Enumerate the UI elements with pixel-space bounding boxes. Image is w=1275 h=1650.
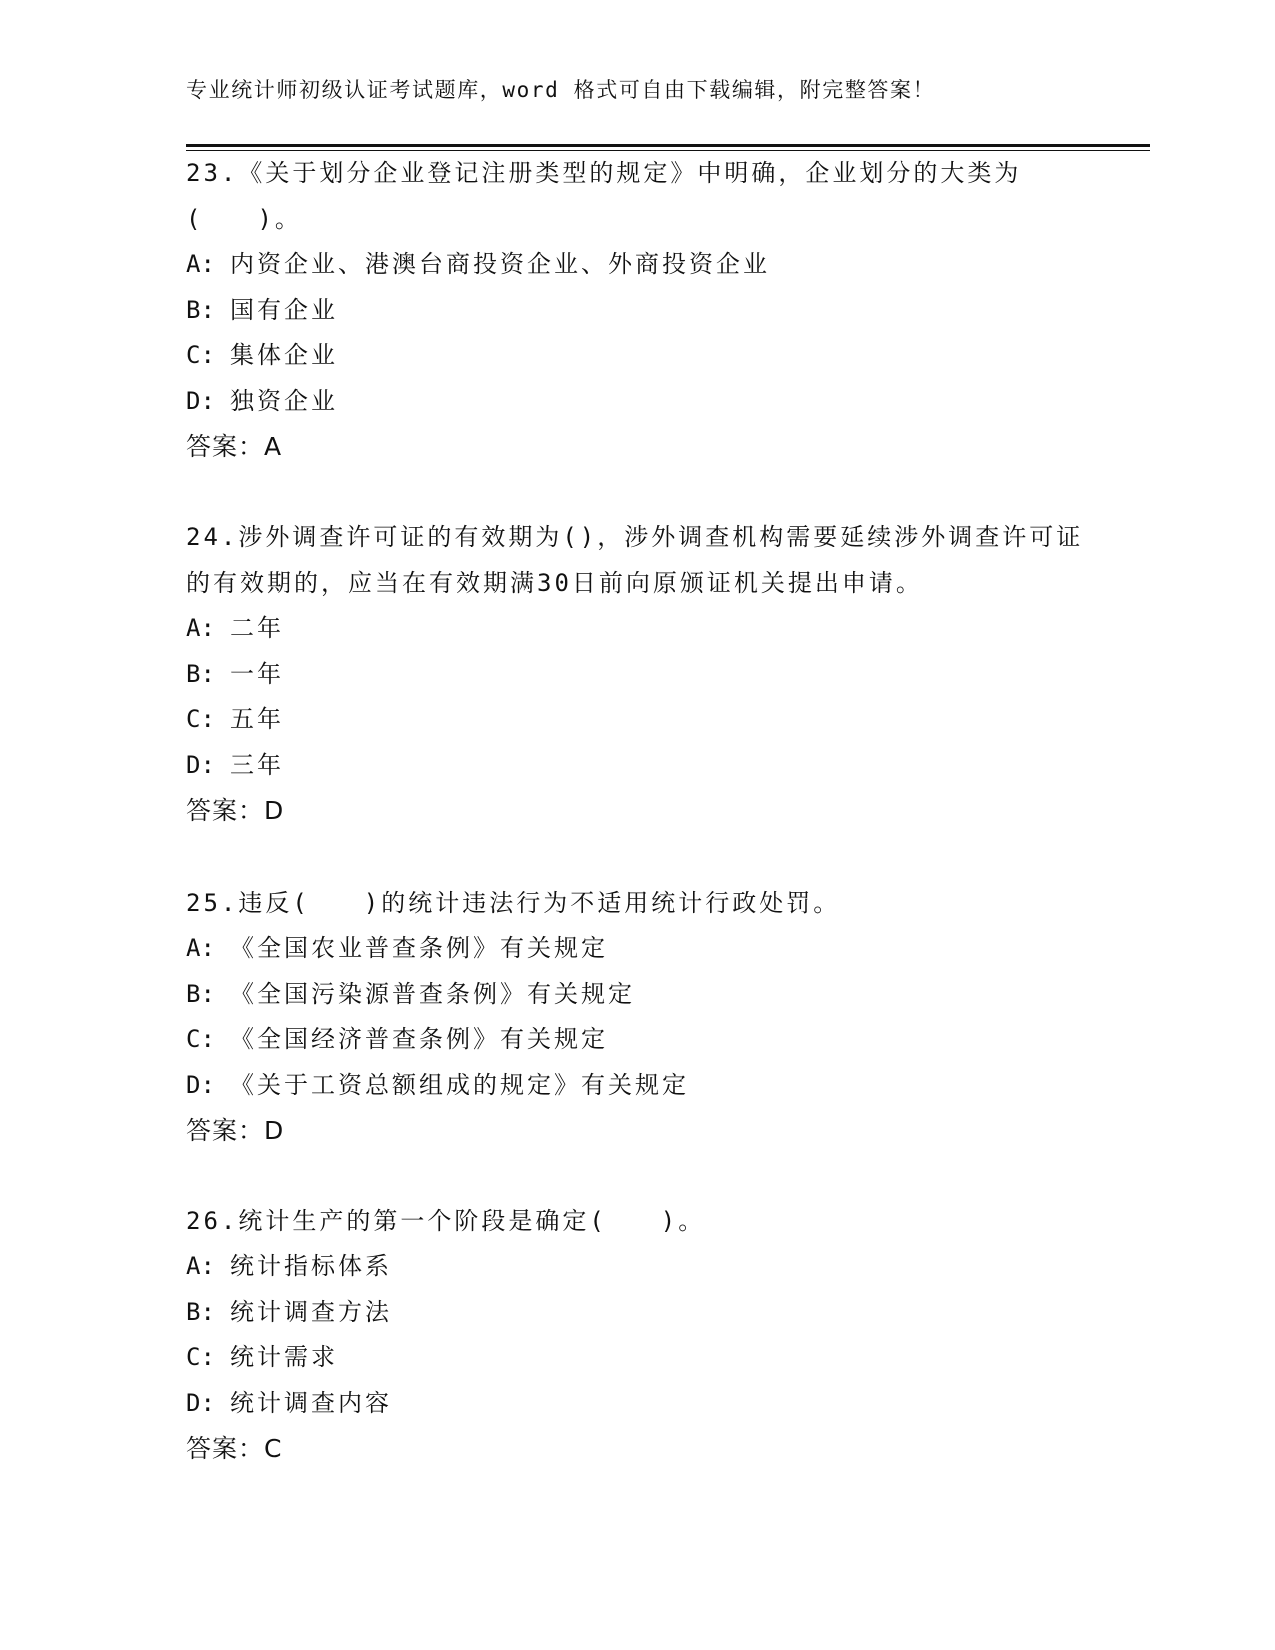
- option-text: 二年: [230, 614, 284, 642]
- option-key: D:: [186, 750, 215, 779]
- option-key: D:: [186, 1388, 215, 1417]
- option-key: B:: [186, 659, 215, 688]
- option-key: A:: [186, 1252, 215, 1280]
- option-key: A:: [186, 934, 215, 962]
- option-text: 《全国污染源普查条例》有关规定: [230, 979, 635, 1008]
- answer-line: 答案：D: [186, 796, 285, 825]
- option-a: [186, 242, 1086, 288]
- option-text: 《全国经济普查条例》有关规定: [230, 1025, 608, 1053]
- option-d: [186, 743, 1086, 789]
- option-key: A:: [186, 250, 215, 278]
- option-key: B:: [186, 979, 215, 1008]
- option-key: D:: [186, 1070, 215, 1099]
- option-a: [186, 926, 1086, 972]
- option-key: C:: [186, 1025, 215, 1053]
- option-key: B:: [186, 295, 215, 324]
- option-text: 三年: [230, 750, 284, 779]
- option-text: 五年: [230, 705, 284, 733]
- option-b: [186, 972, 1086, 1018]
- option-d: [186, 1063, 1086, 1109]
- option-text: 独资企业: [230, 386, 338, 415]
- question-24: [186, 514, 1086, 834]
- option-key: C:: [186, 1343, 215, 1371]
- option-key: C:: [186, 705, 215, 733]
- option-text: 集体企业: [230, 341, 338, 369]
- option-d: [186, 379, 1086, 425]
- question-stem: 26.统计生产的第一个阶段是确定( )。: [186, 1207, 706, 1235]
- option-text: 国有企业: [230, 295, 338, 324]
- option-text: 《全国农业普查条例》有关规定: [230, 934, 608, 962]
- option-a: [186, 1244, 1086, 1290]
- option-key: A:: [186, 614, 215, 642]
- option-d: [186, 1381, 1086, 1427]
- option-key: C:: [186, 341, 215, 369]
- option-text: 统计指标体系: [230, 1252, 392, 1280]
- question-stem: 23.《关于划分企业登记注册类型的规定》中明确，企业划分的大类为( )。: [186, 159, 1022, 233]
- option-c: [186, 697, 1086, 743]
- option-text: 统计调查方法: [230, 1297, 392, 1326]
- option-text: 《关于工资总额组成的规定》有关规定: [230, 1070, 689, 1099]
- option-key: D:: [186, 386, 215, 415]
- option-text: 一年: [230, 659, 284, 688]
- option-text: 统计调查内容: [230, 1388, 392, 1417]
- question-25: [186, 880, 1086, 1154]
- question-stem: 24.涉外调查许可证的有效期为()，涉外调查机构需要延续涉外调查许可证的有效期的，应当在有效期满30日前向原颁证机关提出申请。: [186, 523, 1084, 597]
- answer-line: 答案：D: [186, 1116, 285, 1145]
- option-b: [186, 652, 1086, 698]
- option-c: [186, 333, 1086, 379]
- option-c: [186, 1017, 1086, 1063]
- page-header: 专业统计师初级认证考试题库，word 格式可自由下载编辑，附完整答案！: [186, 78, 936, 102]
- answer-line: 答案：A: [186, 432, 283, 461]
- question-stem: 25.违反( )的统计违法行为不适用统计行政处罚。: [186, 889, 841, 917]
- option-b: [186, 288, 1086, 334]
- option-c: [186, 1335, 1086, 1381]
- option-key: B:: [186, 1297, 215, 1326]
- question-23: [186, 150, 1086, 470]
- header-divider-thick: [186, 144, 1150, 147]
- option-text: 内资企业、港澳台商投资企业、外商投资企业: [230, 250, 770, 278]
- option-b: [186, 1290, 1086, 1336]
- option-text: 统计需求: [230, 1343, 338, 1371]
- question-26: [186, 1198, 1086, 1472]
- option-a: [186, 606, 1086, 652]
- answer-line: 答案：C: [186, 1434, 283, 1463]
